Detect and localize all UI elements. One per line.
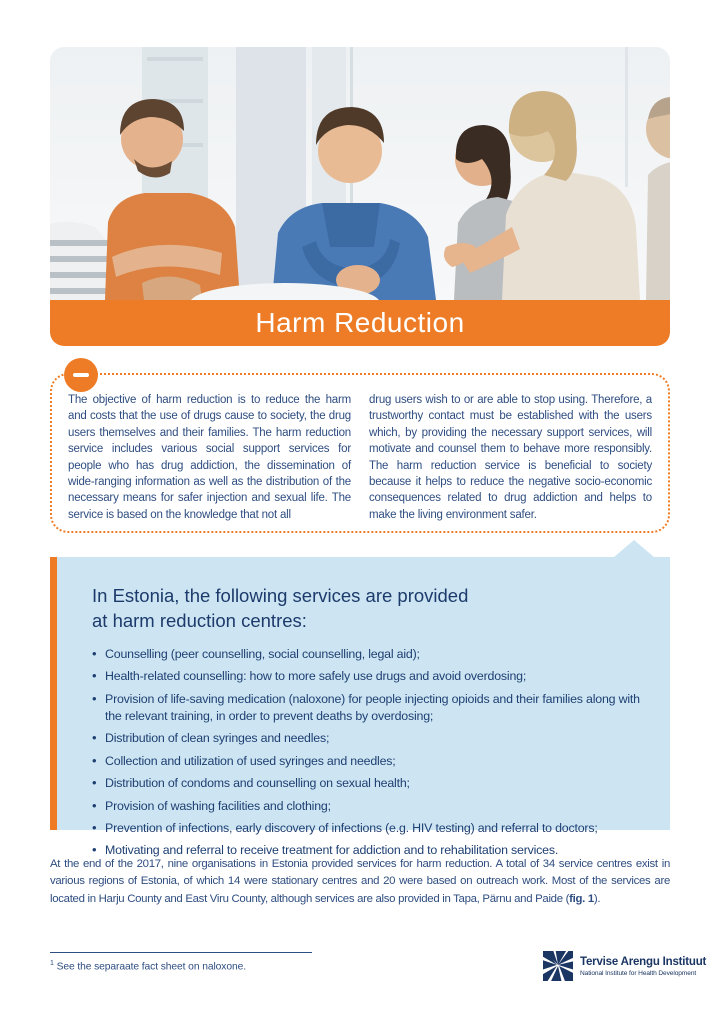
- summary-text-end: ).: [593, 892, 601, 905]
- tai-logo-icon: [543, 951, 573, 981]
- minus-icon-bar: [73, 373, 89, 377]
- title-banner: [50, 300, 670, 346]
- intro-column-right: drug users wish to or are able to stop using. Therefore, a trustworthy contact must be established with the users which, by providing the necessary support services, will motivate and counsel them to behave more responsibly. The harm reduction service is beneficial to society because it helps to reduce the negative socio-economic consequences related to drug addiction and helps to make the living environment safer.: [369, 394, 652, 521]
- institute-logo: [543, 951, 706, 981]
- summary-text: At the end of the 2017, nine organisations in Estonia provided services for harm reduction. A total of 34 service centres exist in various regions of Estonia, of which 14 were stationary centres and 20 were based on outreach work. Most of the services are located in Harju County and East Viru County, although services are also provided in Tapa, Pärnu and Paide (: [50, 858, 670, 905]
- group-counselling-photo: [50, 47, 670, 300]
- intro-box: [50, 373, 670, 533]
- services-list: [92, 646, 658, 860]
- summary-paragraph: [50, 856, 670, 908]
- list-item: • Provision of life-saving medication (naloxone) for people injecting opioids and their families along with the relevant training, in order to prevent deaths by overdosing;: [92, 691, 658, 726]
- list-item: • Distribution of condoms and counselling on sexual health;: [92, 775, 658, 792]
- hero-block: [50, 47, 670, 346]
- intro-column-left: The objective of harm reduction is to reduce the harm and costs that the use of drugs cause to society, the drug users themselves and their families. The harm reduction service includes various social support services for people who has drug addiction, the dissemination of wide-ranging information as well as the distribution of the necessary means for safer injection and sexual life. The service is based on the knowledge that not all: [68, 394, 351, 521]
- footnote: [50, 960, 246, 972]
- services-heading-line1: In Estonia, the following services are provided: [92, 585, 469, 606]
- list-item: • Counselling (peer counselling, social counselling, legal aid);: [92, 646, 658, 663]
- services-box: [50, 557, 670, 858]
- footnote-marker: 1: [50, 960, 54, 967]
- services-heading-line2: at harm reduction centres:: [92, 610, 307, 631]
- institute-subtitle: National Institute for Health Development: [580, 969, 697, 977]
- page-title: Harm Reduction: [255, 307, 465, 338]
- orange-accent-strip: [50, 557, 57, 830]
- footnote-divider: [50, 952, 312, 953]
- list-item: • Health-related counselling: how to more safely use drugs and avoid overdosing;: [92, 668, 658, 685]
- intro-columns: [68, 392, 652, 523]
- list-item: • Distribution of clean syringes and needles;: [92, 730, 658, 747]
- list-item: • Prevention of infections, early discovery of infections (e.g. HIV testing) and referral to doctors;: [92, 820, 658, 837]
- services-heading: [92, 583, 658, 633]
- person-far-right: [646, 97, 670, 300]
- list-item: • Motivating and referral to receive treatment for addiction and to rehabilitation services.: [92, 842, 658, 859]
- footnote-text: See the separaate fact sheet on naloxone.: [56, 961, 246, 973]
- figure-reference: fig. 1: [569, 892, 594, 905]
- list-item: • Collection and utilization of used syringes and needles;: [92, 753, 658, 770]
- minus-icon: [64, 358, 98, 392]
- institute-logo-text: [580, 956, 706, 977]
- pointer-notch: [614, 540, 654, 557]
- institute-name: Tervise Arengu Instituut: [580, 955, 707, 968]
- list-item: • Provision of washing facilities and clothing;: [92, 798, 658, 815]
